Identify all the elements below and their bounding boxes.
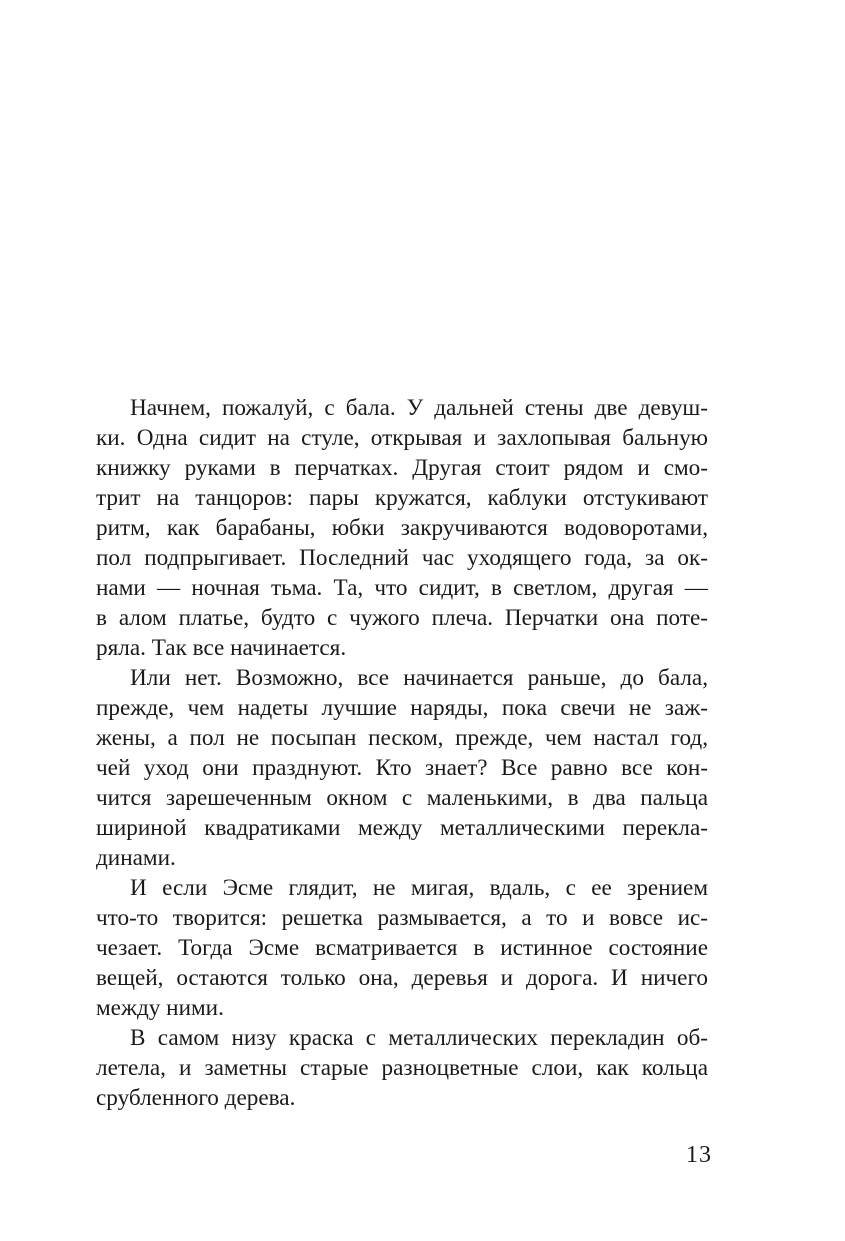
text-line: прежде, чем надеты лучшие наряды, пока свечи не заж- [96,695,708,721]
text-line: ритм, как барабаны, юбки закручиваются водоворотами, [96,515,708,541]
text-line: жены, а пол не посыпан песком, прежде, чем настал год, [96,725,708,751]
paragraph-2 [96,663,708,873]
text-line: чезает. Тогда Эсме всматривается в истинное состояние [96,935,708,961]
text-line: трит на танцоров: пары кружатся, каблуки отстукивают [96,485,708,511]
paragraph-1 [96,393,708,663]
text-line: ряла. Так все начинается. [96,635,347,661]
text-line: шириной квадратиками между металлическими перекла- [96,815,708,841]
text-line: пол подпрыгивает. Последний час уходящего года, за ок- [96,545,708,571]
text-line: срубленного дерева. [96,1085,296,1111]
text-line: в алом платье, будто с чужого плеча. Перчатки она поте- [96,605,708,631]
text-line: динами. [96,845,176,871]
text-line: между ними. [96,995,224,1021]
text-line: чей уход они празднуют. Кто знает? Все равно все кон- [96,755,708,781]
page-number: 13 [686,1142,712,1168]
text-line: вещей, остаются только она, деревья и дорога. И ничего [96,965,708,991]
text-line: нами — ночная тьма. Та, что сидит, в светлом, другая — [96,575,708,601]
text-line: Начнем, пожалуй, с бала. У дальней стены две девуш- [130,395,708,421]
text-line: книжку руками в перчатках. Другая стоит рядом и смо- [96,455,708,481]
text-line: чится зарешеченным окном с маленькими, в два пальца [96,785,708,811]
text-line: И если Эсме глядит, не мигая, вдаль, с ее зрением [130,875,708,901]
text-line: летела, и заметны старые разноцветные слои, как кольца [96,1055,708,1081]
text-line: В самом низу краска с металлических перекладин об- [130,1025,708,1051]
text-line: что-то творится: решетка размывается, а то и вовсе ис- [96,905,708,931]
text-line: Или нет. Возможно, все начинается раньше, до бала, [130,665,708,691]
body-text [96,393,708,1113]
text-line: ки. Одна сидит на стуле, открывая и захлопывая бальную [96,425,708,451]
paragraph-3 [96,873,708,1023]
paragraph-4 [96,1023,708,1113]
